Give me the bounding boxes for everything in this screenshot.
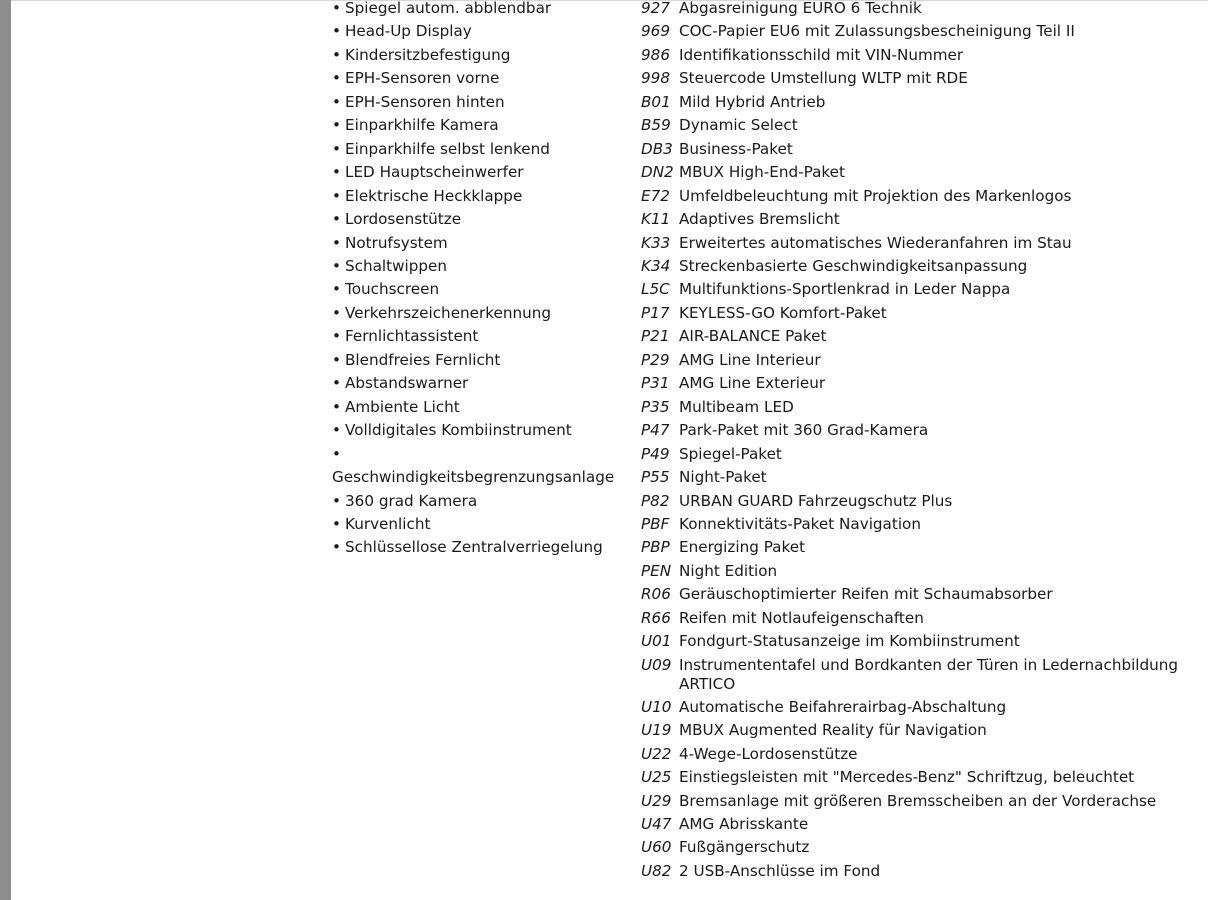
- option-code: P35: [641, 397, 670, 416]
- option-code: U19: [641, 721, 672, 740]
- option-row: [641, 349, 1201, 372]
- feature-label: Einparkhilfe selbst lenkend: [345, 139, 550, 158]
- option-code: U82: [641, 861, 672, 880]
- option-row: [641, 813, 1201, 836]
- option-row: [641, 790, 1201, 814]
- feature-label: EPH-Sensoren vorne: [345, 69, 500, 88]
- option-row: [641, 67, 1201, 90]
- feature-item: [332, 325, 622, 348]
- option-description: Adaptives Bremslicht: [679, 210, 840, 229]
- option-row: [641, 766, 1201, 789]
- option-code: 986: [641, 45, 670, 64]
- feature-label: Verkehrszeichenerkennung: [345, 303, 551, 322]
- option-code: K33: [641, 233, 671, 252]
- option-description: Fondgurt-Statusanzeige im Kombiinstrument: [679, 632, 1020, 651]
- option-row: [641, 836, 1201, 859]
- feature-item: [332, 67, 622, 90]
- feature-label: Volldigitales Kombiinstrument: [345, 421, 572, 440]
- option-description: Spiegel-Paket: [679, 444, 782, 463]
- option-code: U10: [641, 697, 672, 716]
- bullet-icon: •: [332, 256, 341, 275]
- option-row: [641, 443, 1201, 466]
- bullet-icon: •: [332, 45, 341, 64]
- feature-item: [332, 208, 622, 231]
- feature-label: Abstandswarner: [345, 374, 469, 393]
- option-description: MBUX High-End-Paket: [679, 163, 845, 182]
- feature-item: [332, 44, 622, 67]
- feature-item: [332, 20, 622, 43]
- feature-label: Schaltwippen: [345, 256, 447, 275]
- feature-item: [332, 536, 622, 559]
- feature-item: [332, 91, 622, 114]
- option-row: [641, 719, 1201, 742]
- option-row: [641, 583, 1201, 606]
- option-code: P55: [641, 468, 670, 487]
- feature-label: Head-Up Display: [345, 22, 472, 41]
- feature-label: Lordosenstütze: [345, 210, 462, 229]
- option-description: Multibeam LED: [679, 397, 794, 416]
- option-code: PBP: [641, 538, 670, 557]
- option-row: [641, 654, 1201, 696]
- option-code: P49: [641, 444, 670, 463]
- bullet-icon: •: [332, 350, 341, 369]
- option-code: P29: [641, 350, 670, 369]
- option-code: L5C: [641, 280, 670, 299]
- feature-label: Elektrische Heckklappe: [345, 186, 523, 205]
- option-description: Identifikationsschild mit VIN-Nummer: [679, 45, 964, 64]
- option-row: [641, 513, 1201, 536]
- option-row: [641, 419, 1201, 442]
- bullet-icon: •: [332, 210, 341, 229]
- option-description: Bremsanlage mit größeren Bremsscheiben an der Vorderachse: [679, 792, 1157, 810]
- option-code: 998: [641, 69, 670, 88]
- option-code: 927: [641, 0, 670, 17]
- option-description: Night Edition: [679, 561, 778, 580]
- option-code: R66: [641, 608, 671, 627]
- option-row: [641, 396, 1201, 419]
- feature-label: Notrufsystem: [345, 233, 448, 252]
- option-row: [641, 0, 1201, 20]
- feature-item: [332, 372, 622, 395]
- option-code: U47: [641, 815, 672, 833]
- option-description: AMG Line Exterieur: [679, 374, 826, 393]
- option-description: Erweitertes automatisches Wiederanfahren im Stau: [679, 233, 1072, 252]
- option-code: U22: [641, 744, 672, 763]
- feature-label: Touchscreen: [345, 280, 440, 299]
- feature-item: [332, 278, 622, 301]
- option-description: AMG Line Interieur: [679, 350, 821, 369]
- option-code: K11: [641, 210, 671, 229]
- bullet-icon: •: [332, 139, 341, 158]
- option-description: COC-Papier EU6 mit Zulassungsbescheinigung Teil II: [679, 22, 1075, 41]
- bullet-icon: •: [332, 22, 341, 41]
- bullet-icon: •: [332, 538, 341, 557]
- feature-item: [332, 443, 622, 490]
- option-description: Reifen mit Notlaufeigenschaften: [679, 608, 924, 627]
- option-description: Night-Paket: [679, 468, 767, 487]
- option-code: E72: [641, 186, 670, 205]
- bullet-icon: •: [332, 327, 341, 346]
- feature-label: 360 grad Kamera: [345, 491, 478, 510]
- option-description: URBAN GUARD Fahrzeugschutz Plus: [679, 491, 953, 510]
- feature-item: [332, 513, 622, 536]
- option-code: P21: [641, 327, 670, 346]
- option-code: U60: [641, 838, 672, 857]
- feature-label: Kurvenlicht: [345, 514, 431, 533]
- bullet-icon: •: [332, 514, 341, 533]
- bullet-icon: •: [332, 69, 341, 88]
- feature-item: [332, 185, 622, 208]
- option-row: [641, 302, 1201, 325]
- bullet-icon: •: [332, 233, 341, 252]
- option-description: Instrumententafel und Bordkanten der Türen in Ledernachbildung ARTICO: [679, 656, 1179, 693]
- option-row: [641, 696, 1201, 719]
- bullet-icon: •: [332, 397, 341, 416]
- bullet-icon: •: [332, 421, 341, 440]
- option-code: B59: [641, 116, 671, 135]
- option-code: B01: [641, 92, 671, 111]
- option-row: [641, 490, 1201, 513]
- feature-item: [332, 161, 622, 184]
- option-description: Umfeldbeleuchtung mit Projektion des Markenlogos: [679, 186, 1072, 205]
- option-code: DN2: [641, 163, 674, 182]
- feature-label: Kindersitzbefestigung: [345, 45, 511, 64]
- feature-item: [332, 349, 622, 372]
- feature-label: Spiegel autom. abblendbar: [345, 0, 552, 17]
- feature-label: EPH-Sensoren hinten: [345, 92, 505, 111]
- bullet-icon: •: [332, 374, 341, 393]
- feature-item: [332, 490, 622, 513]
- bullet-icon: •: [332, 280, 341, 299]
- option-code: 969: [641, 22, 670, 41]
- option-description: Park-Paket mit 360 Grad-Kamera: [679, 421, 929, 440]
- option-code: PEN: [641, 561, 672, 580]
- option-code: U25: [641, 768, 672, 787]
- bullet-icon: •: [332, 92, 341, 111]
- feature-label: Schlüssellose Zentralverriegelung: [345, 538, 603, 557]
- bullet-icon: •: [332, 444, 341, 463]
- document-page: [11, 0, 1208, 900]
- option-description: Energizing Paket: [679, 538, 806, 557]
- option-row: [641, 20, 1201, 43]
- option-description: Abgasreinigung EURO 6 Technik: [679, 0, 922, 17]
- option-row: [641, 185, 1201, 208]
- option-row: [641, 278, 1201, 301]
- feature-item: [332, 255, 622, 278]
- feature-label: Einparkhilfe Kamera: [345, 116, 499, 135]
- option-code: U29: [641, 792, 672, 810]
- option-description: Konnektivitäts-Paket Navigation: [679, 514, 921, 533]
- feature-item: [332, 396, 622, 419]
- option-description: 4-Wege-Lordosenstütze: [679, 744, 858, 763]
- option-row: [641, 255, 1201, 278]
- feature-label: LED Hauptscheinwerfer: [345, 163, 524, 182]
- bullet-icon: •: [332, 303, 341, 322]
- option-description: Mild Hybrid Antrieb: [679, 92, 826, 111]
- option-row: [641, 560, 1201, 583]
- option-description: Multifunktions-Sportlenkrad in Leder Nappa: [679, 280, 1011, 299]
- option-row: [641, 325, 1201, 348]
- feature-label: Blendfreies Fernlicht: [345, 350, 501, 369]
- bullet-icon: •: [332, 0, 341, 17]
- option-row: [641, 630, 1201, 653]
- option-row: [641, 161, 1201, 184]
- option-code: P82: [641, 491, 670, 510]
- feature-item: [332, 302, 622, 325]
- option-row: [641, 232, 1201, 255]
- option-code: P31: [641, 374, 670, 393]
- option-code: P17: [641, 303, 670, 322]
- feature-item: [332, 0, 622, 20]
- bullet-icon: •: [332, 491, 341, 510]
- bullet-icon: •: [332, 116, 341, 135]
- option-row: [641, 114, 1201, 137]
- option-row: [641, 372, 1201, 395]
- option-row: [641, 536, 1201, 559]
- option-code: U09: [641, 656, 672, 675]
- option-row: [641, 44, 1201, 67]
- option-description: Geräuschoptimierter Reifen mit Schaumabsorber: [679, 585, 1053, 604]
- option-row: [641, 860, 1201, 883]
- feature-item: [332, 138, 622, 161]
- feature-item: [332, 114, 622, 137]
- bullet-icon: •: [332, 163, 341, 182]
- option-description: Streckenbasierte Geschwindigkeitsanpassung: [679, 256, 1028, 275]
- option-description: Einstiegsleisten mit "Mercedes-Benz" Schriftzug, beleuchtet: [679, 768, 1135, 787]
- option-code: DB3: [641, 139, 673, 158]
- feature-item: [332, 419, 622, 442]
- option-description: Fußgängerschutz: [679, 838, 810, 857]
- option-description: MBUX Augmented Reality für Navigation: [679, 721, 987, 740]
- option-description: AIR-BALANCE Paket: [679, 327, 827, 346]
- option-code: R06: [641, 585, 671, 604]
- window-edge: [0, 0, 11, 900]
- option-row: [641, 208, 1201, 231]
- option-description: KEYLESS-GO Komfort-Paket: [679, 303, 887, 322]
- option-description: Dynamic Select: [679, 116, 798, 135]
- option-description: Steuercode Umstellung WLTP mit RDE: [679, 69, 968, 88]
- bullet-icon: •: [332, 186, 341, 205]
- option-description: 2 USB-Anschlüsse im Fond: [679, 861, 881, 880]
- feature-label: Ambiente Licht: [345, 397, 460, 416]
- option-code: U01: [641, 632, 672, 651]
- option-code: P47: [641, 421, 670, 440]
- option-description: Business-Paket: [679, 139, 793, 158]
- feature-label: Geschwindigkeitsbegrenzungsanlage: [332, 468, 615, 487]
- option-code-list: [641, 0, 1201, 883]
- option-code: K34: [641, 256, 671, 275]
- option-code: PBF: [641, 514, 670, 533]
- feature-list: [332, 0, 622, 560]
- option-row: [641, 607, 1201, 630]
- option-description: AMG Abrisskante: [679, 815, 809, 833]
- option-row: [641, 743, 1201, 766]
- feature-item: [332, 232, 622, 255]
- option-description: Automatische Beifahrerairbag-Abschaltung: [679, 697, 1007, 716]
- option-row: [641, 91, 1201, 114]
- feature-label: Fernlichtassistent: [345, 327, 479, 346]
- option-row: [641, 138, 1201, 161]
- option-row: [641, 466, 1201, 489]
